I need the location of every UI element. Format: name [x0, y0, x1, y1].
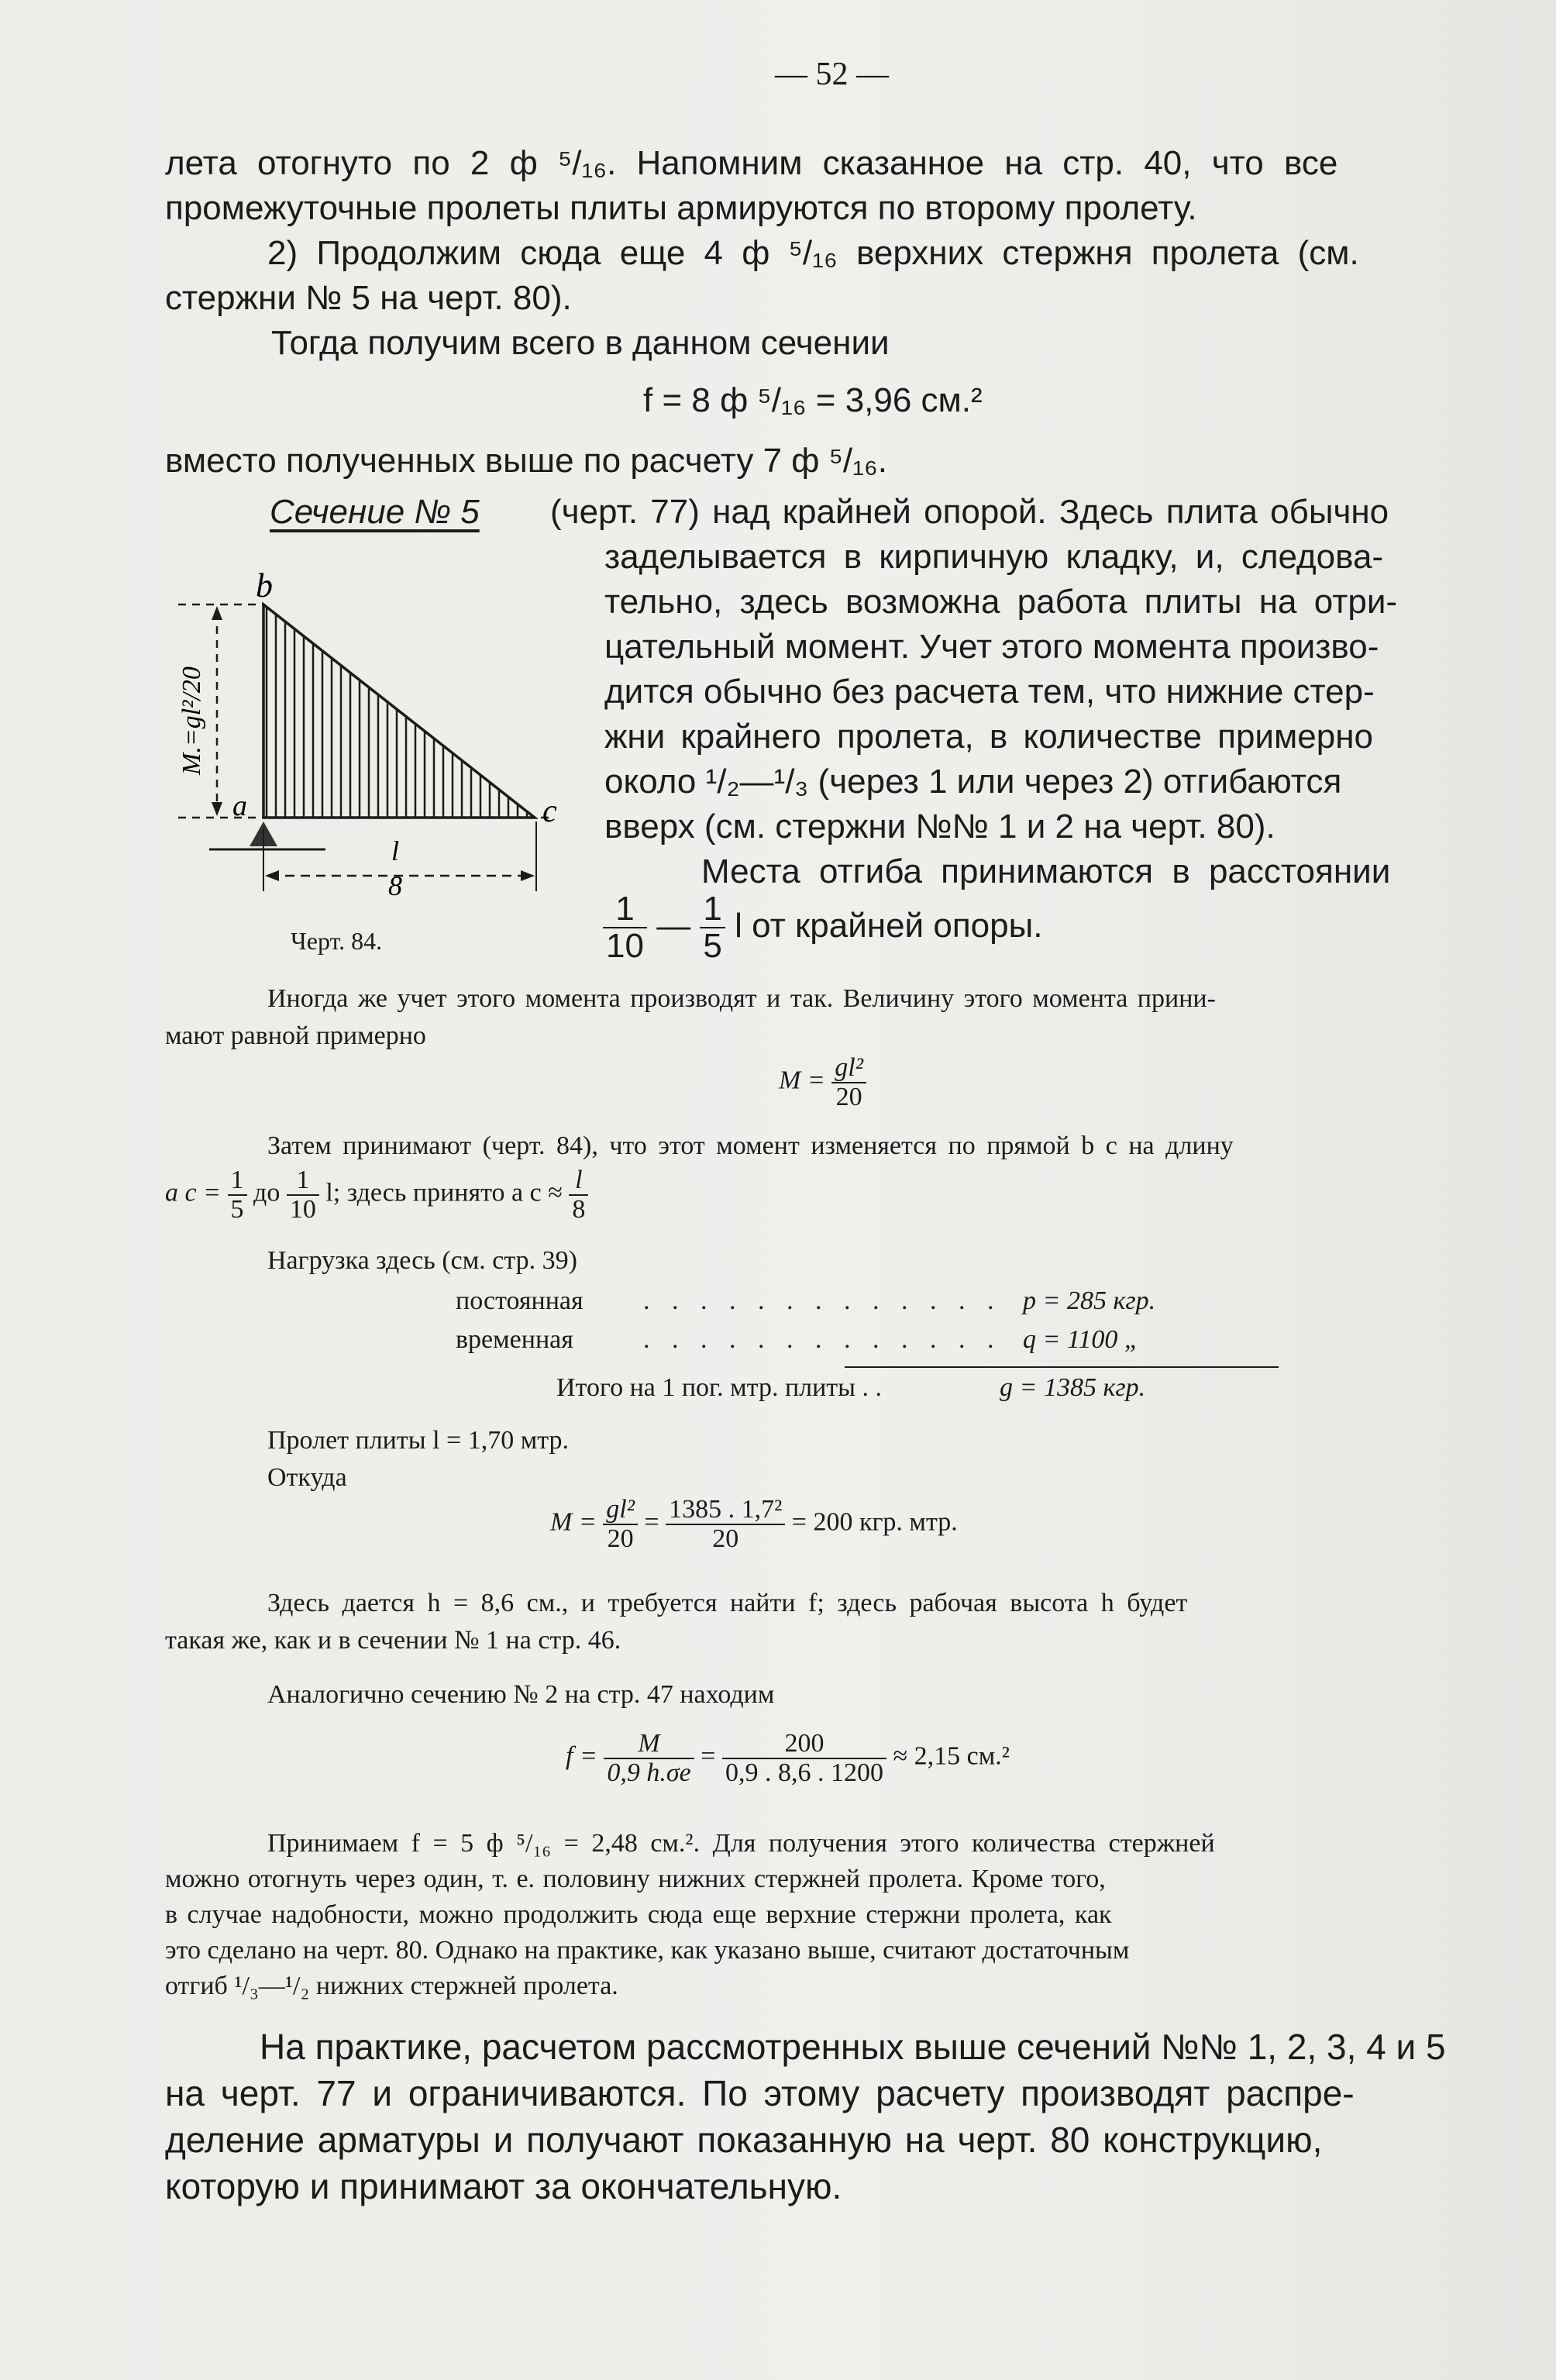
figure-caption: Черт. 84. — [291, 927, 383, 955]
total-value: g = 1385 кгр. — [1000, 1373, 1146, 1402]
load-constant-name: постоянная — [456, 1286, 584, 1315]
text-line: цательный момент. Учет этого момента произво- — [604, 628, 1379, 666]
formula-m: M = $\frac{\text{gl²}}{20}$ — [779, 1054, 866, 1111]
formula-f: f = 8 ф ⁵/₁₆ = 3,96 см.² — [643, 381, 983, 419]
text-line: вверх (см. стержни №№ 1 и 2 на черт. 80). — [604, 808, 1275, 846]
load-live-value: q = 1100 „ — [1023, 1325, 1139, 1354]
fraction: $\frac{\text{1385 . 1,7²}}{20}$ — [666, 1496, 785, 1552]
text-line: Аналогично сечению № 2 на стр. 47 находим — [267, 1680, 775, 1709]
point-label-b: b — [256, 567, 273, 604]
point-label-a: a — [232, 790, 247, 822]
moment-label: M.=gl²/20 — [177, 666, 206, 775]
text-line: промежуточные пролеты плиты армируются по второму пролету. — [165, 189, 1197, 227]
fraction: $\frac{\text{gl²}}{20}$ — [603, 1496, 638, 1552]
text-line: которую и принимают за окончательную. — [165, 2166, 842, 2206]
text-line: Нагрузка здесь (см. стр. 39) — [267, 1246, 577, 1275]
fraction: $\frac{l}{8}$ — [569, 1166, 588, 1223]
text-line: лета отогнуто по 2 ф ⁵/₁₆. Напомним сказанное на стр. 40, что все — [165, 144, 1338, 182]
text-line: мают равной примерно — [165, 1021, 426, 1050]
text-line: заделывается в кирпичную кладку, и, следова- — [604, 538, 1384, 576]
leader-dots: . . . . . . . . . . . . . — [643, 1325, 1002, 1354]
formula-f-calc: f = $\frac{M}{0,9 h.\sigma e}$ = $\frac{200}{0,9 . 8,6 . 1200}$ ≈ 2,15 см.² — [566, 1729, 1010, 1787]
arrowhead — [265, 870, 279, 881]
text-line: 2) Продолжим сюда еще 4 ф ⁵/₁₆ верхних стержня пролета (см. — [267, 234, 1359, 272]
text-line: Иногда же учет этого момента производят и так. Величину этого момента прини- — [267, 984, 1216, 1013]
text-line: Пролет плиты l = 1,70 мтр. — [267, 1426, 569, 1455]
text-line: около ¹/₂—¹/₃ (через 1 или через 2) отгибаются — [604, 763, 1342, 801]
text-line: это сделано на черт. 80. Однако на практике, как указано выше, считают достаточным — [165, 1936, 1130, 1965]
fraction: $\frac{M}{0,9 h.\sigma e}$ — [604, 1730, 694, 1786]
text-line: Принимаем f = 5 ф ⁵/₁₆ = 2,48 см.². Для получения этого количества стержней — [267, 1829, 1215, 1858]
text-line: на черт. 77 и ограничиваются. По этому расчету производят распре- — [165, 2073, 1355, 2113]
text-line: (черт. 77) над крайней опорой. Здесь плита обычно — [550, 493, 1389, 531]
point-label-c: c — [542, 794, 557, 829]
text-line: вместо полученных выше по расчету 7 ф ⁵/₁₆. — [165, 442, 887, 480]
text-line: Затем принимают (черт. 84), что этот момент изменяется по прямой b c на длину — [267, 1131, 1234, 1160]
text-line: Места отгиба принимаются в расстоянии — [701, 852, 1391, 890]
arrowhead — [212, 606, 222, 620]
span-num: l — [391, 835, 400, 866]
fraction: $\frac{1}{10}$ — [287, 1166, 319, 1223]
span-den: 8 — [388, 870, 402, 901]
fraction: $\frac{1}{10}$ — [603, 891, 647, 964]
formula-m-calc: M = $\frac{\text{gl²}}{20}$ = $\frac{\text{1385 . 1,7²}}{20}$ = 200 кгр. мтр. — [550, 1495, 958, 1553]
sum-rule — [845, 1366, 1279, 1368]
text-line: деление арматуры и получают показанную на черт. 80 конструкцию, — [165, 2120, 1323, 2160]
text-line: жни крайнего пролета, в количестве примерно — [604, 718, 1373, 756]
fraction: $\frac{1}{5}$ — [228, 1166, 247, 1223]
text-line: можно отогнуть через один, т. е. половину нижних стержней пролета. Кроме того, — [165, 1865, 1106, 1893]
section-heading: Сечение № 5 — [270, 493, 480, 531]
text-line: такая же, как и в сечении № 1 на стр. 46. — [165, 1626, 621, 1655]
arrowhead — [212, 802, 222, 816]
text-line: На практике, расчетом рассмотренных выше сечений №№ 1, 2, 3, 4 и 5 — [260, 2027, 1446, 2067]
text-line: в случае надобности, можно продолжить сюда еще верхние стержни пролета, как — [165, 1900, 1112, 1929]
moment-diagram — [163, 566, 597, 930]
text-line: a c = $\frac{1}{5}$ до $\frac{1}{10}$ l; здесь принято a c ≈ $\frac{l}{8}$ — [165, 1166, 588, 1223]
leader-dots: . . . . . . . . . . . . . — [643, 1286, 1002, 1315]
text-line: отгиб ¹/₃—¹/₂ нижних стержней пролета. — [165, 1972, 618, 2000]
total-label: Итого на 1 пог. мтр. плиты . . — [556, 1373, 883, 1402]
text-line: Откуда — [267, 1463, 347, 1492]
text-line: $\frac{1}{10}$ — $\frac{1}{5}$ l от крайней опоры. — [603, 891, 1042, 964]
arrowhead — [521, 870, 535, 881]
load-live-name: временная — [456, 1325, 573, 1354]
load-constant-value: p = 285 кгр. — [1023, 1286, 1156, 1315]
text-line: тельно, здесь возможна работа плиты на отри- — [604, 583, 1398, 621]
fraction: $\frac{200}{0,9 . 8,6 . 1200}$ — [722, 1730, 886, 1786]
text-line: стержни № 5 на черт. 80). — [165, 279, 572, 317]
fraction: $\frac{1}{5}$ — [700, 891, 725, 964]
text-line: Тогда получим всего в данном сечении — [271, 324, 890, 362]
page-number: — 52 — — [775, 57, 889, 92]
text-line: Здесь дается h = 8,6 см., и требуется найти f; здесь рабочая высота h будет — [267, 1589, 1188, 1617]
fraction: $\frac{\text{gl²}}{20}$ — [831, 1054, 866, 1111]
text-line: дится обычно без расчета тем, что нижние стер- — [604, 673, 1375, 711]
